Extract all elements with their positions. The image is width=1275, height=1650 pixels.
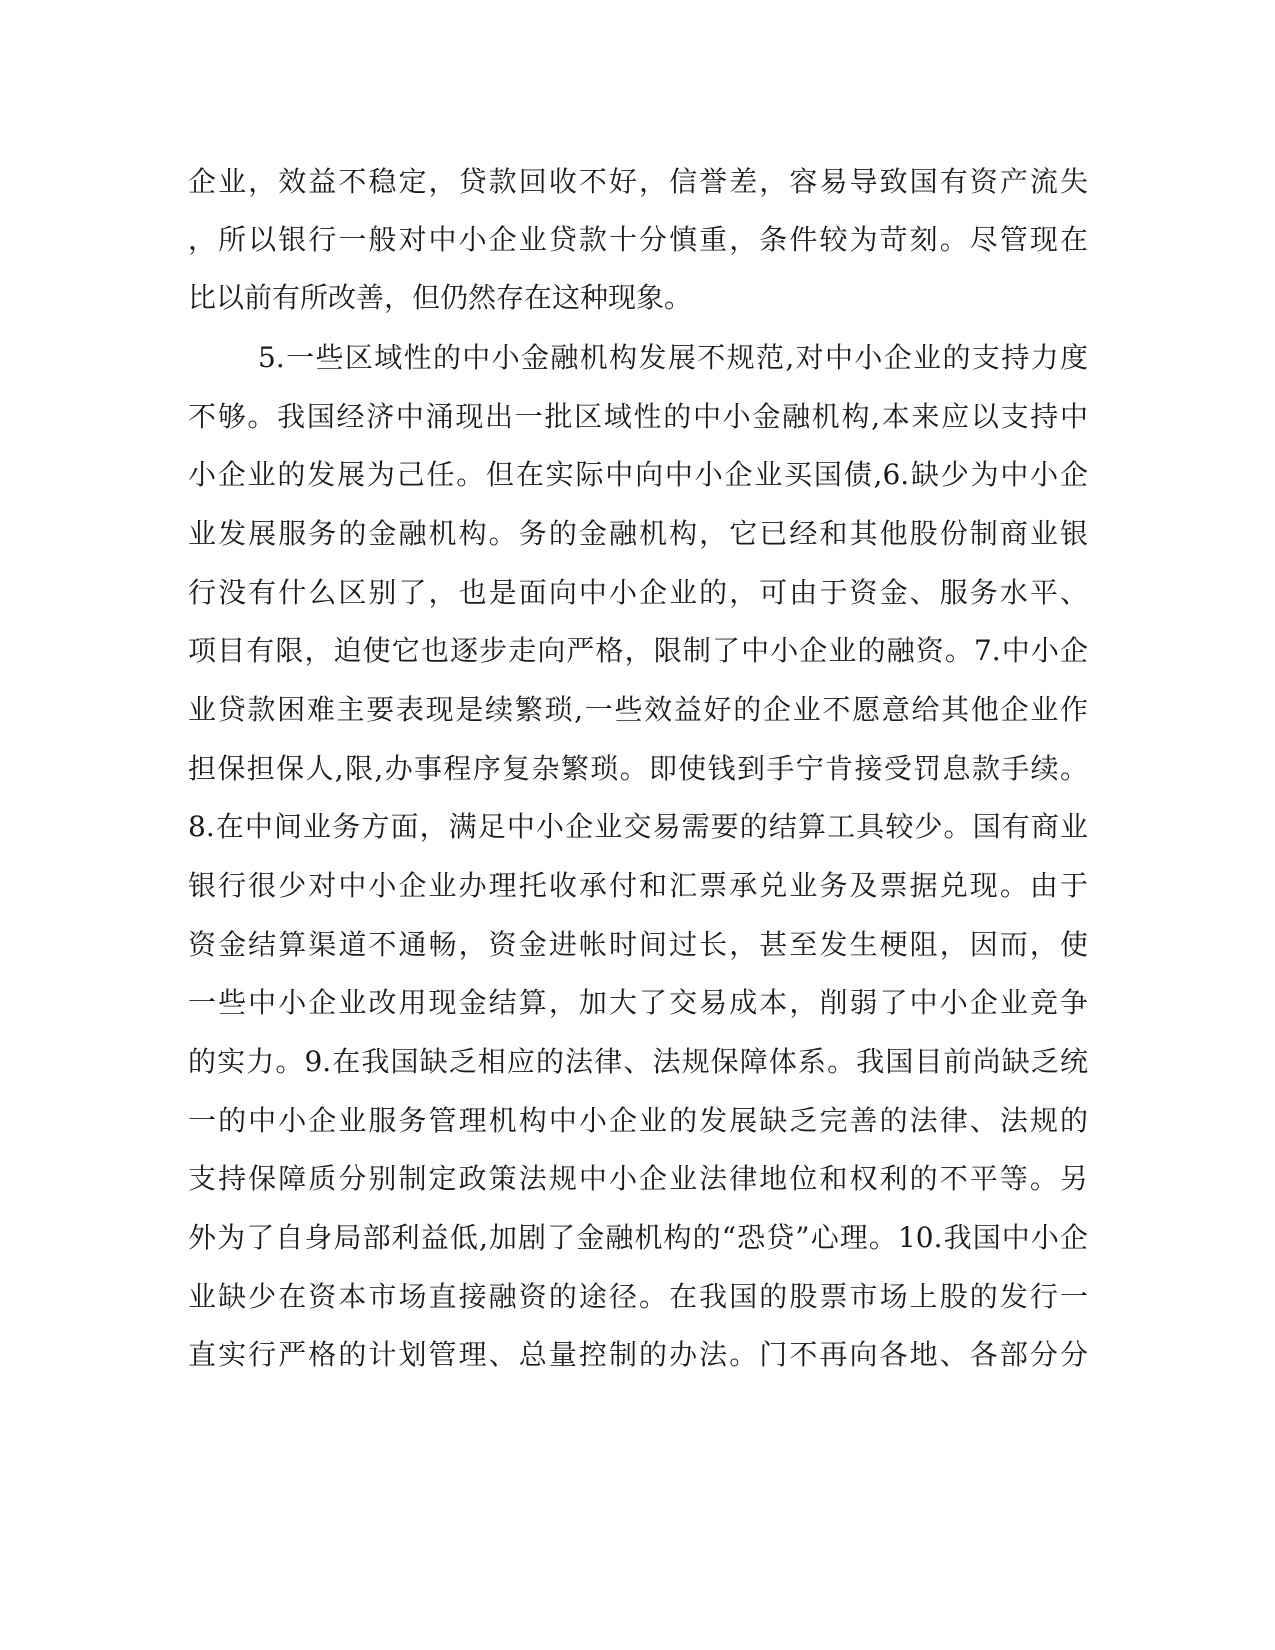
text-line: 项目有限，迫使它也逐步走向严格，限制了中小企业的融资。7.中小企: [188, 634, 1088, 667]
text-line: ，所以银行一般对中小企业贷款十分慎重，条件较为苛刻。尽管现在: [188, 223, 1088, 256]
text-line: 行没有什么区别了，也是面向中小企业的，可由于资金、服务水平、: [188, 576, 1088, 609]
text-line: 担保担保人,限,办事程序复杂繁琐。即使钱到手宁肯接受罚息款手续。: [188, 752, 1088, 785]
text-line: 外为了自身局部利益低,加剧了金融机构的“恐贷”心理。10.我国中小企: [188, 1221, 1088, 1254]
paragraph-start-line: 5.一些区域性的中小金融机构发展不规范,对中小企业的支持力度: [258, 341, 1088, 374]
text-line: 8.在中间业务方面，满足中小企业交易需要的结算工具较少。国有商业: [188, 810, 1088, 843]
text-line: 业发展服务的金融机构。务的金融机构，它已经和其他股份制商业银: [188, 517, 1088, 550]
text-line: 银行很少对中小企业办理托收承付和汇票承兑业务及票据兑现。由于: [188, 869, 1088, 902]
text-line: 企业，效益不稳定，贷款回收不好，信誉差，容易导致国有资产流失: [188, 165, 1088, 198]
text-line: 业贷款困难主要表现是续繁琐,一些效益好的企业不愿意给其他企业作: [188, 693, 1088, 726]
text-line: 不够。我国经济中涌现出一批区域性的中小金融机构,本来应以支持中: [188, 400, 1088, 433]
text-line: 的实力。9.在我国缺乏相应的法律、法规保障体系。我国目前尚缺乏统: [188, 1045, 1088, 1078]
text-line: 小企业的发展为己任。但在实际中向中小企业买国债,6.缺少为中小企: [188, 458, 1088, 491]
text-line: 比以前有所改善，但仍然存在这种现象。: [188, 281, 693, 314]
text-line: 一些中小企业改用现金结算，加大了交易成本，削弱了中小企业竞争: [188, 986, 1088, 1019]
text-line: 支持保障质分别制定政策法规中小企业法律地位和权利的不平等。另: [188, 1162, 1088, 1195]
text-line: 一的中小企业服务管理机构中小企业的发展缺乏完善的法律、法规的: [188, 1104, 1088, 1137]
text-line: 直实行严格的计划管理、总量控制的办法。门不再向各地、各部分分: [188, 1338, 1088, 1371]
text-line: 资金结算渠道不通畅，资金进帐时间过长，甚至发生梗阻，因而，使: [188, 928, 1088, 961]
text-line: 业缺少在资本市场直接融资的途径。在我国的股票市场上股的发行一: [188, 1280, 1088, 1313]
